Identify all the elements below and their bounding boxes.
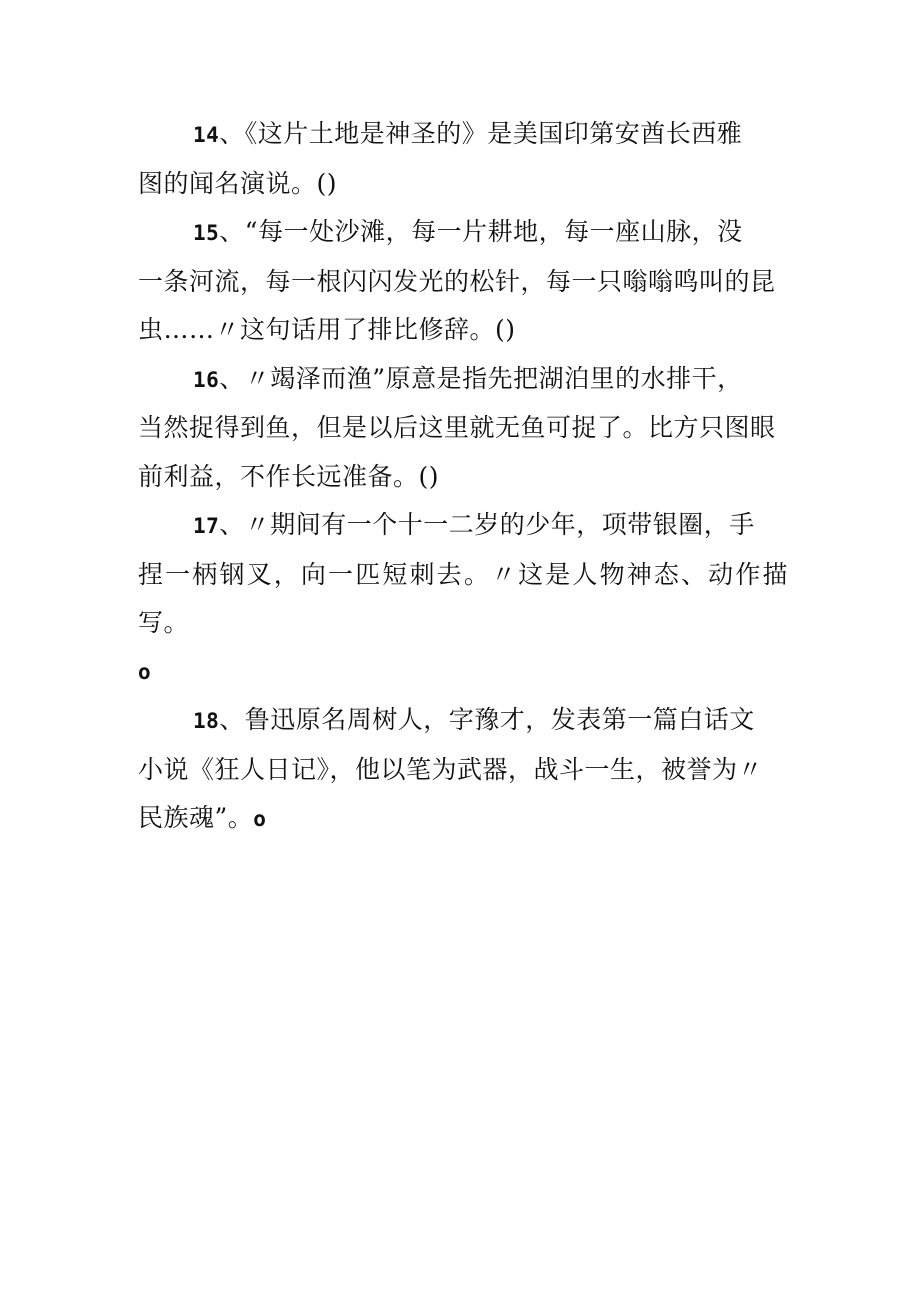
question-item-16 — [138, 355, 788, 502]
question-item-18 — [138, 696, 788, 844]
question-item-15 — [138, 208, 788, 355]
question-text-line: 虫……〃这句话用了排比修辞。() — [138, 315, 516, 344]
answer-mark: o — [253, 807, 267, 831]
question-number: 16 — [193, 367, 220, 392]
question-number: 18 — [193, 709, 220, 733]
question-text-line: 民族魂”。 — [138, 803, 254, 832]
question-text-line: 小说《狂人日记》，他以笔为武器，战斗一生，被誉为〃 — [138, 754, 764, 784]
question-item-14 — [138, 110, 788, 208]
question-text-line: 、《这片土地是神圣的》是美国印第安酋长西雅 — [219, 119, 743, 148]
question-text-line: 、〃期间有一个十一二岁的少年，项带银圈，手 — [219, 510, 755, 539]
question-number: 17 — [193, 514, 220, 538]
question-number: 15 — [193, 221, 220, 245]
question-text-line: 、〃竭泽而渔”原意是指先把湖泊里的水排干， — [219, 363, 743, 393]
answer-mark: o — [138, 659, 152, 684]
question-text-line: 图的闻名演说。() — [138, 168, 338, 198]
question-text-line: 、“每一处沙滩，每一片耕地，每一座山脉，没 — [219, 217, 743, 246]
question-text-line: 、鲁迅原名周树人，字豫才，发表第一篇白话文 — [219, 705, 755, 734]
question-text-line: 捏一柄钢叉，向一匹短刺去。〃这是人物神态、动作描写。 — [138, 559, 788, 637]
question-number: 14 — [193, 123, 220, 147]
question-text-line: 前利益，不作长远准备。() — [138, 461, 440, 491]
question-text-line: 一条河流，每一根闪闪发光的松针，每一只嗡嗡鸣叫的昆 — [138, 266, 776, 296]
question-text-line: 当然捉得到鱼，但是以后这里就无鱼可捉了。比方只图眼 — [138, 413, 776, 442]
question-list — [138, 110, 788, 844]
question-item-17 — [138, 501, 788, 696]
